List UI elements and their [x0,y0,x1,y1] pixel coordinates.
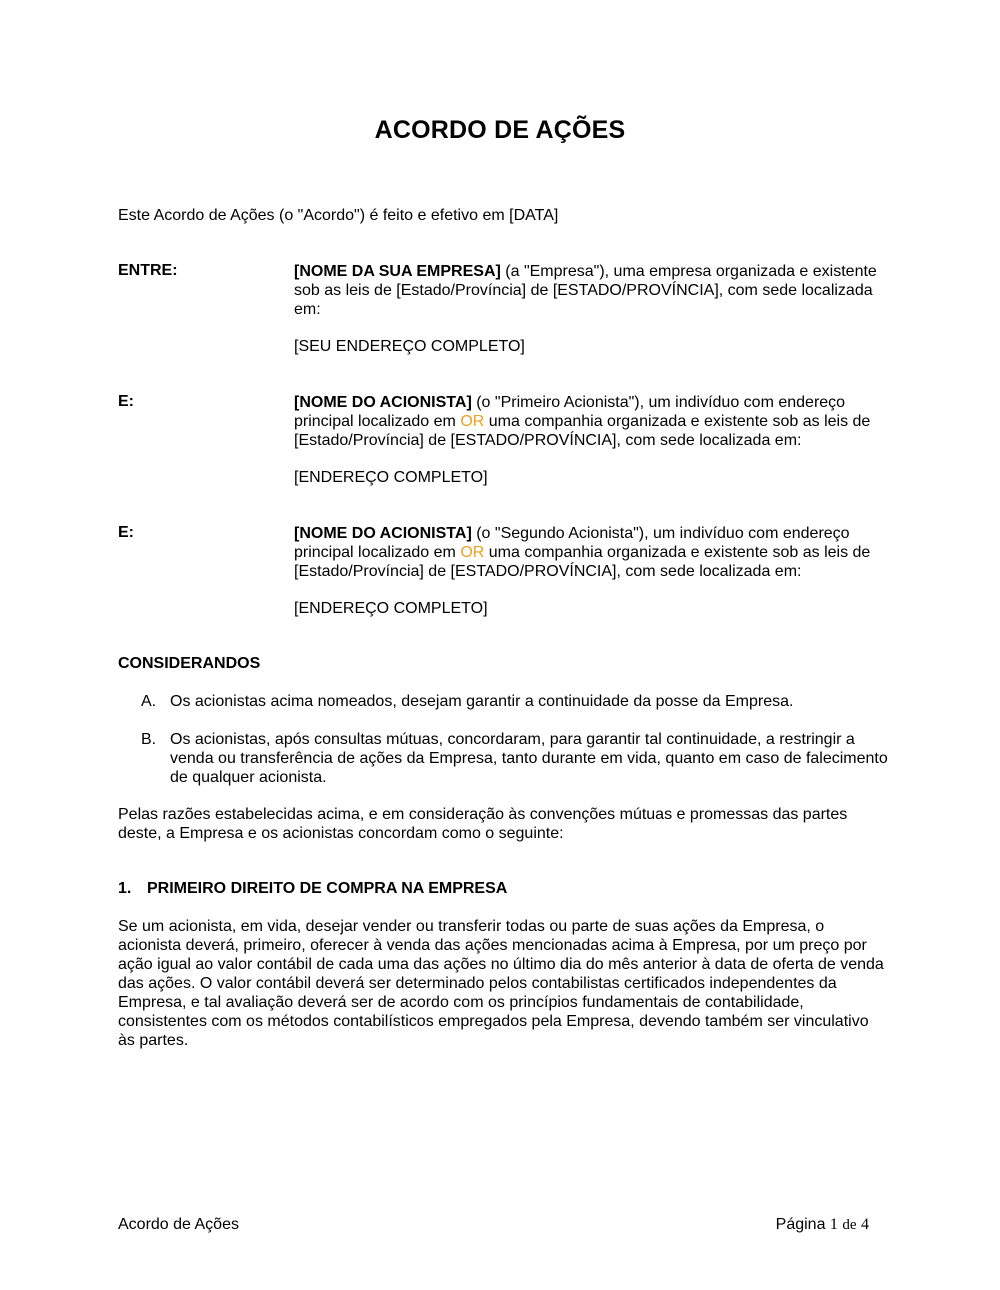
section-1-number: 1. [118,880,132,897]
second-shareholder-text-a: (o "Segundo Acionista"), um indivíduo com endereço principal localizado em [294,525,850,561]
second-shareholder-name: [NOME DO ACIONISTA] [294,525,472,542]
recital-b-text-content: Os acionistas, após consultas mútuas, concordaram, para garantir tal continuidade, a restringir a venda ou transferência de ações da Empresa, tanto durante em vida, quanto em caso de falecimento de qualquer acionista. [170,731,888,786]
first-shareholder-name: [NOME DO ACIONISTA] [294,394,472,411]
second-shareholder-or-marker: OR [460,544,485,561]
recitals-heading: CONSIDERANDOS [118,655,261,672]
footer-page-current: 1 [829,1216,838,1233]
first-shareholder-address: [ENDEREÇO COMPLETO] [294,469,488,486]
section-1-body: Se um acionista, em vida, desejar vender ou transferir todas ou parte de suas ações da Empresa, o acionista deverá, primeiro, oferecer à venda das ações mencionadas acima à Empresa, por um preço por ação igual ao valor contábil de cada uma das ações no último dia do mês anterior à data de oferta de venda das ações. O valor contábil deverá ser determinado pelos contabilistas certificados independentes da Empresa, e tal avaliação deverá ser de acordo com os princípios fundamentais de contabilidade, consistentes com os métodos contabilísticos empregados pela Empresa, devendo também ser vinculativo às partes. [118,918,884,1049]
company-name: [NOME DA SUA EMPRESA] [294,263,501,280]
section-1-heading: PRIMEIRO DIREITO DE COMPRA NA EMPRESA [147,880,508,897]
document-title: ACORDO DE AÇÕES [374,116,626,144]
second-shareholder-address: [ENDEREÇO COMPLETO] [294,600,488,617]
second-shareholder-text-b: uma companhia organizada e existente sob as leis de [Estado/Província] de [ESTADO/PROVÍNCIA], com sede localizada em: [294,544,871,580]
party-company-description [294,262,888,319]
party-label-between: ENTRE: [118,262,178,279]
footer-of-word: de [842,1217,857,1233]
first-shareholder-text-b: uma companhia organizada e existente sob as leis de [Estado/Província] de [ESTADO/PROVÍNCIA], com sede localizada em: [294,413,871,449]
company-address: [SEU ENDEREÇO COMPLETO] [294,338,525,355]
first-shareholder-description [294,393,888,450]
footer-page-word: Página [775,1216,826,1233]
party-label-and-second: E: [118,524,134,541]
company-description-text: (a "Empresa"), uma empresa organizada e existente sob as leis de [Estado/Província] de [ESTADO/PROVÍNCIA], com sede localizada em: [294,263,877,318]
consideration-paragraph: Pelas razões estabelecidas acima, e em consideração às convenções mútuas e promessas das partes deste, a Empresa e os acionistas concordam como o seguinte: [118,806,848,842]
recital-a-marker: A. [141,693,157,710]
footer-page-number [776,1215,869,1235]
second-shareholder-description [294,524,888,581]
recital-b-marker: B. [141,731,157,748]
footer-document-name: Acordo de Ações [118,1216,239,1233]
first-shareholder-text-a: (o "Primeiro Acionista"), um indivíduo com endereço principal localizado em [294,394,846,430]
recital-a-text: Os acionistas acima nomeados, desejam garantir a continuidade da posse da Empresa. [170,693,794,710]
first-shareholder-or-marker: OR [460,413,485,430]
intro-paragraph: Este Acordo de Ações (o "Acordo") é feito e efetivo em [DATA] [118,207,559,224]
recital-b-text [170,730,888,787]
party-label-and-first: E: [118,393,134,410]
footer-page-total: 4 [861,1216,869,1233]
